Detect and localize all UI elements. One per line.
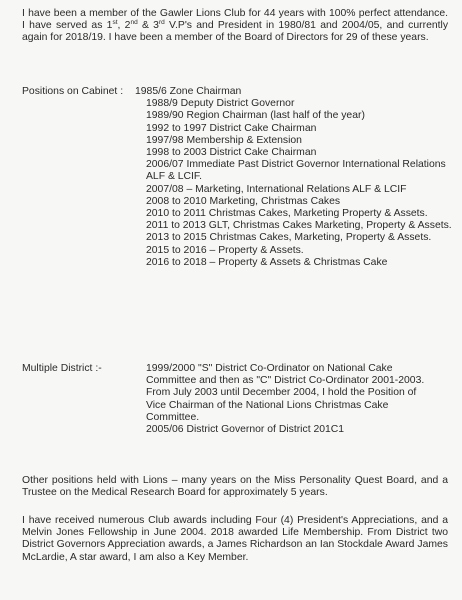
cabinet-item: 2007/08 – Marketing, International Relations ALF & LCIF: [146, 183, 407, 195]
cabinet-item: 1997/98 Membership & Extension: [146, 134, 302, 146]
cabinet-item: 1998 to 2003 District Cake Chairman: [146, 147, 317, 159]
intro-text-3: & 3: [137, 20, 159, 32]
cabinet-item: 2016 to 2018 – Property & Assets & Christmas Cake: [146, 256, 388, 268]
awards-paragraph: I have received numerous Club awards including Four (4) President's Appreciations, and a Melvin Jones Fellowship in June 2004. 2018 awarded Life Membership. From District two District Governors Appreciation awards, a James Richardson an Ian Stockdale Award James McLardie, A star award, I am also a Key Member.: [22, 515, 448, 563]
intro-text-1: I have been a member of the Gawler Lions Club for 44 years with 100% perfect attendance. I have served as 1: [22, 8, 448, 32]
cabinet-item: 1989/90 Region Chairman (last half of the year): [146, 110, 365, 122]
cabinet-label: Positions on Cabinet :: [22, 86, 124, 97]
cabinet-positions-list: [135, 86, 452, 269]
cabinet-item: 2008 to 2010 Marketing, Christmas Cakes: [146, 195, 341, 207]
intro-text-4: V.P's and President in 1980/81 and 2004/05, and currently again for 2018/19. I have been a member of the Board of Directors for 29 of these years.: [22, 20, 449, 44]
ordinal-nd: nd: [130, 19, 138, 27]
cabinet-item: 2010 to 2011 Christmas Cakes, Marketing Property & Assets.: [146, 208, 428, 220]
multiple-district-label: Multiple District :-: [22, 363, 102, 374]
intro-paragraph: [22, 8, 448, 45]
cabinet-item: 2006/07 Immediate Past District Governor International Relations ALF & LCIF.: [146, 159, 446, 183]
cabinet-item: 2011 to 2013 GLT, Christmas Cakes Marketing, Property & Assets.: [146, 220, 452, 232]
intro-text-2: , 2: [117, 20, 131, 32]
cabinet-item: 1988/9 Deputy District Governor: [146, 98, 295, 110]
other-positions-paragraph: Other positions held with Lions – many years on the Miss Personality Quest Board, and a Trustee on the Medical Research Board for approximately 5 years.: [22, 475, 448, 499]
cabinet-item: 2015 to 2016 – Property & Assets.: [146, 244, 304, 256]
cabinet-item: 2013 to 2015 Christmas Cakes, Marketing, Property & Assets.: [146, 232, 432, 244]
ordinal-rd: rd: [158, 19, 165, 27]
cabinet-item: 1992 to 1997 District Cake Chairman: [146, 122, 317, 134]
multiple-district-item: 2005/06 District Governor of District 201C1: [146, 424, 345, 436]
cabinet-item: 1985/6 Zone Chairman: [135, 86, 242, 97]
ordinal-st: st: [112, 19, 118, 27]
multiple-district-list: [146, 363, 436, 436]
multiple-district-item: 1999/2000 "S" District Co-Ordinator on National Cake Committee and then as "C" District Co-Ordinator 2001-2003.: [146, 363, 425, 387]
multiple-district-item: From July 2003 until December 2004, I hold the Position of Vice Chairman of the National Lions Christmas Cake Committee.: [146, 387, 417, 423]
